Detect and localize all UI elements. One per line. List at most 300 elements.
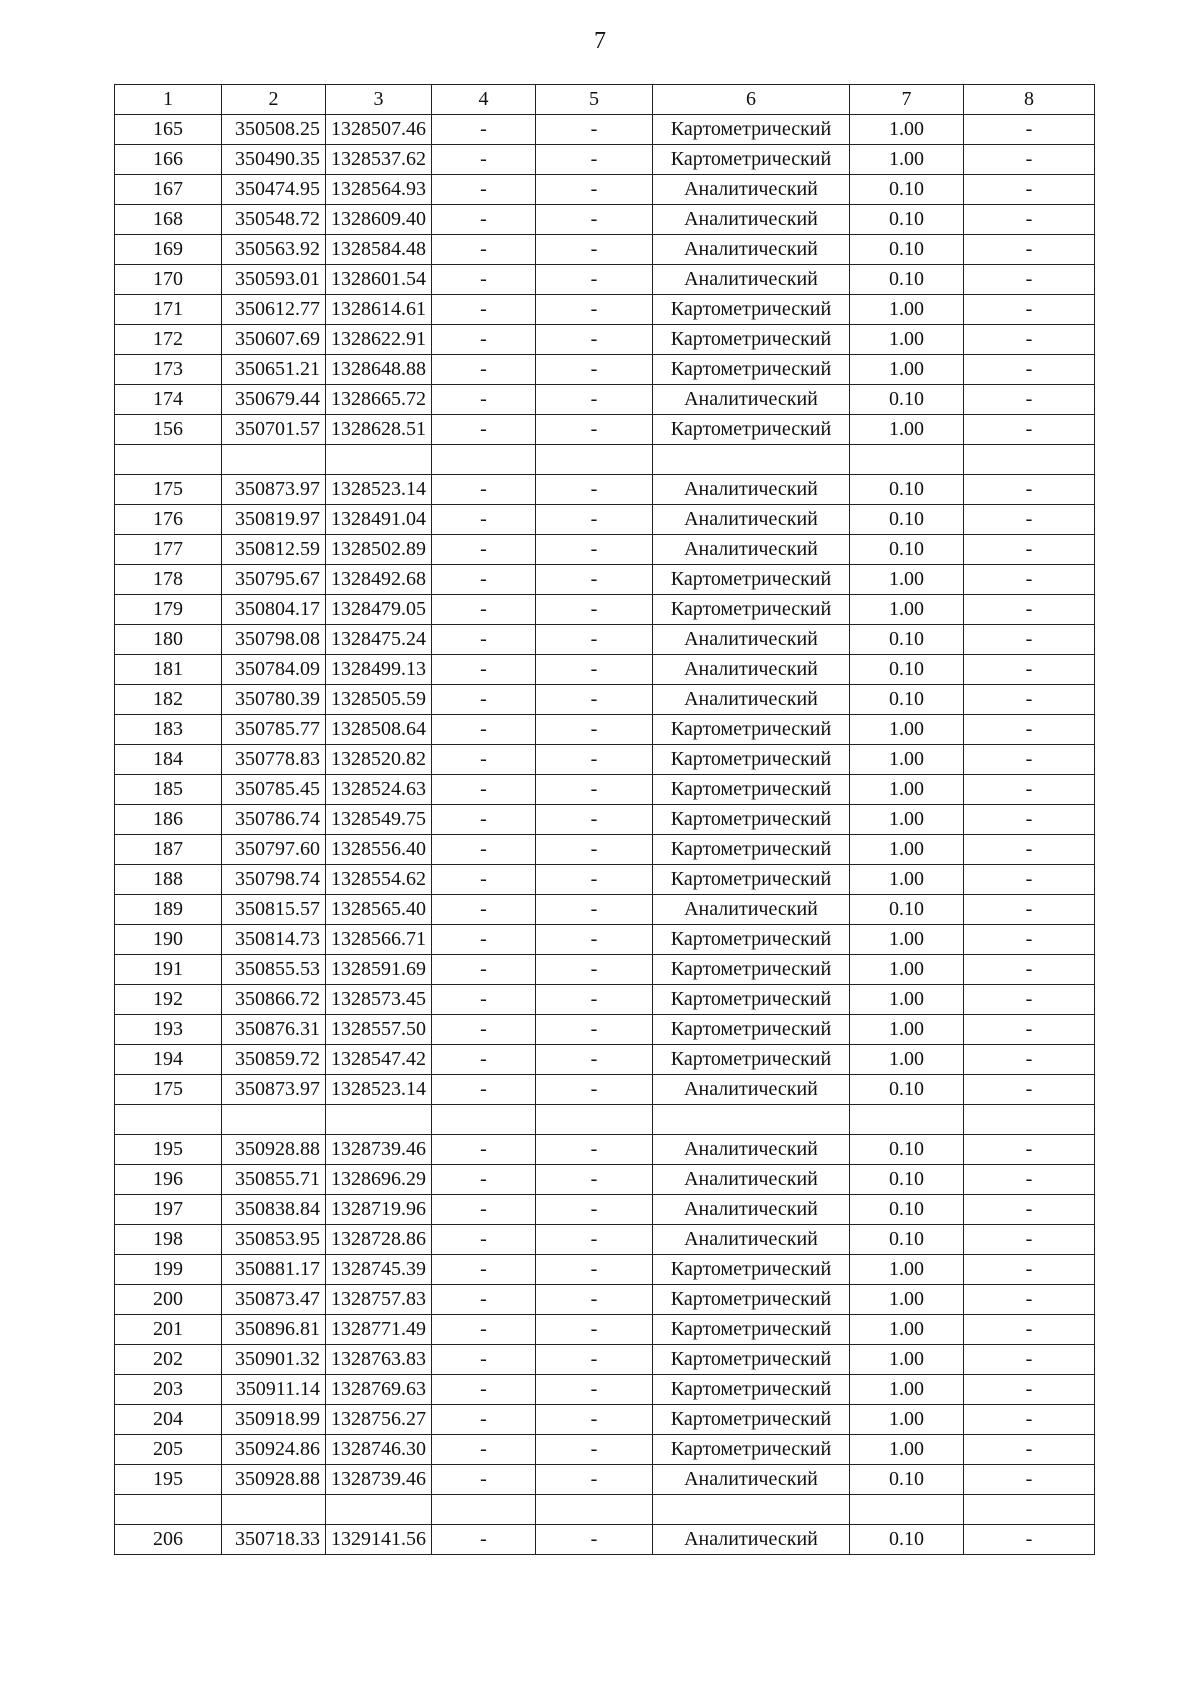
point-number-cell: [115, 445, 222, 475]
method-cell: Картометрический: [653, 1435, 850, 1465]
point-number-cell: [115, 1495, 222, 1525]
point-number-cell: 198: [115, 1225, 222, 1255]
col-5-cell: -: [536, 115, 653, 145]
method-cell: Аналитический: [653, 685, 850, 715]
y-coordinate-cell: 1328756.27: [326, 1405, 432, 1435]
col-8-cell: -: [964, 715, 1095, 745]
col-8-cell: -: [964, 235, 1095, 265]
col-5-cell: -: [536, 865, 653, 895]
col-4-cell: -: [432, 625, 536, 655]
y-coordinate-cell: 1328537.62: [326, 145, 432, 175]
accuracy-cell: 0.10: [850, 175, 964, 205]
x-coordinate-cell: 350855.71: [222, 1165, 326, 1195]
x-coordinate-cell: 350911.14: [222, 1375, 326, 1405]
point-number-cell: 188: [115, 865, 222, 895]
column-header: 7: [850, 85, 964, 115]
point-number-cell: 175: [115, 1075, 222, 1105]
y-coordinate-cell: 1328566.71: [326, 925, 432, 955]
x-coordinate-cell: 350785.77: [222, 715, 326, 745]
column-header: 3: [326, 85, 432, 115]
col-5-cell: -: [536, 895, 653, 925]
point-number-cell: 204: [115, 1405, 222, 1435]
col-4-cell: [432, 1495, 536, 1525]
col-5-cell: -: [536, 985, 653, 1015]
x-coordinate-cell: 350795.67: [222, 565, 326, 595]
accuracy-cell: 0.10: [850, 1135, 964, 1165]
x-coordinate-cell: 350814.73: [222, 925, 326, 955]
table-row: [115, 415, 1095, 445]
col-4-cell: -: [432, 1315, 536, 1345]
col-5-cell: -: [536, 1315, 653, 1345]
table-body: [115, 85, 1095, 1555]
method-cell: Картометрический: [653, 1375, 850, 1405]
col-4-cell: -: [432, 595, 536, 625]
col-5-cell: -: [536, 1045, 653, 1075]
table-row: [115, 295, 1095, 325]
y-coordinate-cell: 1328769.63: [326, 1375, 432, 1405]
y-coordinate-cell: 1329141.56: [326, 1525, 432, 1555]
y-coordinate-cell: 1328763.83: [326, 1345, 432, 1375]
accuracy-cell: 1.00: [850, 1435, 964, 1465]
y-coordinate-cell: 1328556.40: [326, 835, 432, 865]
col-4-cell: -: [432, 205, 536, 235]
method-cell: Картометрический: [653, 955, 850, 985]
col-5-cell: -: [536, 1195, 653, 1225]
method-cell: Картометрический: [653, 355, 850, 385]
accuracy-cell: [850, 1495, 964, 1525]
col-8-cell: -: [964, 1195, 1095, 1225]
y-coordinate-cell: 1328665.72: [326, 385, 432, 415]
method-cell: Картометрический: [653, 565, 850, 595]
accuracy-cell: 1.00: [850, 595, 964, 625]
method-cell: Аналитический: [653, 1525, 850, 1555]
x-coordinate-cell: 350873.47: [222, 1285, 326, 1315]
accuracy-cell: 1.00: [850, 745, 964, 775]
table-row: [115, 1495, 1095, 1525]
point-number-cell: 168: [115, 205, 222, 235]
method-cell: Аналитический: [653, 385, 850, 415]
col-5-cell: [536, 1105, 653, 1135]
col-8-cell: -: [964, 415, 1095, 445]
accuracy-cell: 1.00: [850, 1405, 964, 1435]
column-header: 8: [964, 85, 1095, 115]
method-cell: Картометрический: [653, 1405, 850, 1435]
x-coordinate-cell: 350881.17: [222, 1255, 326, 1285]
point-number-cell: 199: [115, 1255, 222, 1285]
table-row: [115, 1345, 1095, 1375]
table-row: [115, 445, 1095, 475]
table-row: [115, 985, 1095, 1015]
accuracy-cell: 1.00: [850, 715, 964, 745]
x-coordinate-cell: [222, 1495, 326, 1525]
method-cell: Картометрический: [653, 145, 850, 175]
x-coordinate-cell: 350548.72: [222, 205, 326, 235]
point-number-cell: 181: [115, 655, 222, 685]
accuracy-cell: 0.10: [850, 895, 964, 925]
accuracy-cell: 1.00: [850, 415, 964, 445]
point-number-cell: 175: [115, 475, 222, 505]
point-number-cell: 201: [115, 1315, 222, 1345]
method-cell: Аналитический: [653, 475, 850, 505]
method-cell: Аналитический: [653, 235, 850, 265]
column-header: 1: [115, 85, 222, 115]
accuracy-cell: 1.00: [850, 955, 964, 985]
table-row: [115, 595, 1095, 625]
col-5-cell: -: [536, 775, 653, 805]
table-row: [115, 1435, 1095, 1465]
method-cell: Аналитический: [653, 265, 850, 295]
col-4-cell: -: [432, 265, 536, 295]
y-coordinate-cell: 1328564.93: [326, 175, 432, 205]
y-coordinate-cell: 1328507.46: [326, 115, 432, 145]
col-5-cell: -: [536, 595, 653, 625]
point-number-cell: 166: [115, 145, 222, 175]
table-row: [115, 235, 1095, 265]
col-4-cell: -: [432, 1465, 536, 1495]
table-row: [115, 925, 1095, 955]
y-coordinate-cell: 1328648.88: [326, 355, 432, 385]
table-row: [115, 1315, 1095, 1345]
table-row: [115, 805, 1095, 835]
accuracy-cell: 1.00: [850, 295, 964, 325]
col-8-cell: -: [964, 805, 1095, 835]
col-8-cell: -: [964, 595, 1095, 625]
y-coordinate-cell: 1328739.46: [326, 1135, 432, 1165]
col-4-cell: -: [432, 1195, 536, 1225]
accuracy-cell: 0.10: [850, 385, 964, 415]
point-number-cell: 191: [115, 955, 222, 985]
x-coordinate-cell: [222, 1105, 326, 1135]
col-8-cell: -: [964, 1465, 1095, 1495]
coordinates-table: [114, 84, 1095, 1555]
col-4-cell: -: [432, 925, 536, 955]
method-cell: Аналитический: [653, 1195, 850, 1225]
col-8-cell: -: [964, 625, 1095, 655]
accuracy-cell: 1.00: [850, 565, 964, 595]
table-row: [115, 1045, 1095, 1075]
col-5-cell: -: [536, 745, 653, 775]
col-4-cell: -: [432, 745, 536, 775]
x-coordinate-cell: 350593.01: [222, 265, 326, 295]
y-coordinate-cell: 1328549.75: [326, 805, 432, 835]
x-coordinate-cell: 350563.92: [222, 235, 326, 265]
method-cell: Аналитический: [653, 625, 850, 655]
col-5-cell: -: [536, 1135, 653, 1165]
col-8-cell: -: [964, 1375, 1095, 1405]
col-5-cell: -: [536, 385, 653, 415]
x-coordinate-cell: 350819.97: [222, 505, 326, 535]
point-number-cell: 165: [115, 115, 222, 145]
col-8-cell: -: [964, 565, 1095, 595]
accuracy-cell: 1.00: [850, 355, 964, 385]
table-row: [115, 1135, 1095, 1165]
y-coordinate-cell: 1328547.42: [326, 1045, 432, 1075]
col-4-cell: -: [432, 715, 536, 745]
table-row: [115, 205, 1095, 235]
table-row: [115, 865, 1095, 895]
col-4-cell: -: [432, 685, 536, 715]
method-cell: Картометрический: [653, 1015, 850, 1045]
col-4-cell: -: [432, 505, 536, 535]
col-8-cell: -: [964, 745, 1095, 775]
col-4-cell: [432, 1105, 536, 1135]
point-number-cell: 171: [115, 295, 222, 325]
table-row: [115, 1465, 1095, 1495]
y-coordinate-cell: 1328554.62: [326, 865, 432, 895]
point-number-cell: 194: [115, 1045, 222, 1075]
point-number-cell: 202: [115, 1345, 222, 1375]
col-4-cell: -: [432, 955, 536, 985]
col-8-cell: -: [964, 295, 1095, 325]
col-4-cell: -: [432, 1075, 536, 1105]
col-5-cell: -: [536, 535, 653, 565]
accuracy-cell: 1.00: [850, 325, 964, 355]
header-row: [115, 85, 1095, 115]
y-coordinate-cell: 1328479.05: [326, 595, 432, 625]
col-4-cell: -: [432, 325, 536, 355]
col-8-cell: -: [964, 1315, 1095, 1345]
col-4-cell: [432, 445, 536, 475]
point-number-cell: 195: [115, 1135, 222, 1165]
x-coordinate-cell: 350866.72: [222, 985, 326, 1015]
column-header: 4: [432, 85, 536, 115]
col-5-cell: -: [536, 955, 653, 985]
method-cell: Аналитический: [653, 205, 850, 235]
col-8-cell: [964, 1105, 1095, 1135]
method-cell: Картометрический: [653, 595, 850, 625]
y-coordinate-cell: 1328739.46: [326, 1465, 432, 1495]
col-4-cell: -: [432, 1165, 536, 1195]
method-cell: Картометрический: [653, 805, 850, 835]
col-5-cell: -: [536, 1165, 653, 1195]
accuracy-cell: 1.00: [850, 115, 964, 145]
col-8-cell: -: [964, 145, 1095, 175]
x-coordinate-cell: 350701.57: [222, 415, 326, 445]
col-8-cell: -: [964, 655, 1095, 685]
point-number-cell: 172: [115, 325, 222, 355]
col-8-cell: -: [964, 1435, 1095, 1465]
col-4-cell: -: [432, 1255, 536, 1285]
method-cell: Картометрический: [653, 835, 850, 865]
y-coordinate-cell: 1328492.68: [326, 565, 432, 595]
table-row: [115, 1015, 1095, 1045]
col-5-cell: -: [536, 1285, 653, 1315]
table-row: [115, 955, 1095, 985]
accuracy-cell: 0.10: [850, 1075, 964, 1105]
x-coordinate-cell: 350780.39: [222, 685, 326, 715]
y-coordinate-cell: 1328520.82: [326, 745, 432, 775]
col-5-cell: -: [536, 925, 653, 955]
col-4-cell: -: [432, 1375, 536, 1405]
method-cell: Картометрический: [653, 1345, 850, 1375]
method-cell: Аналитический: [653, 1225, 850, 1255]
col-4-cell: -: [432, 115, 536, 145]
method-cell: Аналитический: [653, 1135, 850, 1165]
col-5-cell: -: [536, 1015, 653, 1045]
method-cell: [653, 445, 850, 475]
col-8-cell: -: [964, 775, 1095, 805]
table-row: [115, 145, 1095, 175]
col-4-cell: -: [432, 1285, 536, 1315]
col-4-cell: -: [432, 415, 536, 445]
method-cell: Аналитический: [653, 895, 850, 925]
col-4-cell: -: [432, 355, 536, 385]
col-4-cell: -: [432, 1135, 536, 1165]
table-row: [115, 1285, 1095, 1315]
col-8-cell: -: [964, 835, 1095, 865]
method-cell: Картометрический: [653, 1045, 850, 1075]
col-5-cell: -: [536, 1405, 653, 1435]
col-8-cell: -: [964, 505, 1095, 535]
y-coordinate-cell: 1328523.14: [326, 475, 432, 505]
col-5-cell: -: [536, 655, 653, 685]
method-cell: Аналитический: [653, 175, 850, 205]
method-cell: Картометрический: [653, 295, 850, 325]
method-cell: Картометрический: [653, 415, 850, 445]
method-cell: Картометрический: [653, 775, 850, 805]
y-coordinate-cell: 1328628.51: [326, 415, 432, 445]
point-number-cell: 167: [115, 175, 222, 205]
col-4-cell: -: [432, 805, 536, 835]
x-coordinate-cell: 350812.59: [222, 535, 326, 565]
col-8-cell: [964, 1495, 1095, 1525]
point-number-cell: 195: [115, 1465, 222, 1495]
x-coordinate-cell: 350896.81: [222, 1315, 326, 1345]
col-5-cell: [536, 1495, 653, 1525]
col-5-cell: -: [536, 1465, 653, 1495]
y-coordinate-cell: 1328524.63: [326, 775, 432, 805]
col-5-cell: -: [536, 685, 653, 715]
y-coordinate-cell: [326, 1495, 432, 1525]
point-number-cell: 178: [115, 565, 222, 595]
accuracy-cell: 1.00: [850, 1345, 964, 1375]
col-8-cell: -: [964, 925, 1095, 955]
method-cell: [653, 1495, 850, 1525]
col-5-cell: [536, 445, 653, 475]
table-row: [115, 1405, 1095, 1435]
point-number-cell: 177: [115, 535, 222, 565]
point-number-cell: 169: [115, 235, 222, 265]
col-5-cell: -: [536, 355, 653, 385]
point-number-cell: 176: [115, 505, 222, 535]
method-cell: Картометрический: [653, 115, 850, 145]
col-5-cell: -: [536, 415, 653, 445]
x-coordinate-cell: 350873.97: [222, 475, 326, 505]
accuracy-cell: 0.10: [850, 235, 964, 265]
column-header: 6: [653, 85, 850, 115]
accuracy-cell: 0.10: [850, 265, 964, 295]
col-4-cell: -: [432, 1225, 536, 1255]
x-coordinate-cell: 350474.95: [222, 175, 326, 205]
accuracy-cell: 0.10: [850, 1465, 964, 1495]
col-8-cell: [964, 445, 1095, 475]
x-coordinate-cell: 350784.09: [222, 655, 326, 685]
col-8-cell: -: [964, 1285, 1095, 1315]
accuracy-cell: 0.10: [850, 205, 964, 235]
x-coordinate-cell: 350490.35: [222, 145, 326, 175]
x-coordinate-cell: 350918.99: [222, 1405, 326, 1435]
col-8-cell: -: [964, 1015, 1095, 1045]
point-number-cell: 192: [115, 985, 222, 1015]
col-5-cell: -: [536, 1225, 653, 1255]
column-header: 2: [222, 85, 326, 115]
y-coordinate-cell: 1328475.24: [326, 625, 432, 655]
y-coordinate-cell: 1328491.04: [326, 505, 432, 535]
col-8-cell: -: [964, 1165, 1095, 1195]
page-number: 7: [594, 28, 606, 54]
col-4-cell: -: [432, 175, 536, 205]
accuracy-cell: 1.00: [850, 1315, 964, 1345]
col-8-cell: -: [964, 1045, 1095, 1075]
col-5-cell: -: [536, 175, 653, 205]
accuracy-cell: 0.10: [850, 505, 964, 535]
col-5-cell: -: [536, 295, 653, 325]
x-coordinate-cell: 350855.53: [222, 955, 326, 985]
accuracy-cell: 1.00: [850, 805, 964, 835]
y-coordinate-cell: 1328622.91: [326, 325, 432, 355]
table-row: [115, 1195, 1095, 1225]
col-8-cell: -: [964, 175, 1095, 205]
point-number-cell: 190: [115, 925, 222, 955]
y-coordinate-cell: 1328505.59: [326, 685, 432, 715]
table-row: [115, 1255, 1095, 1285]
col-5-cell: -: [536, 625, 653, 655]
col-8-cell: -: [964, 685, 1095, 715]
col-8-cell: -: [964, 1345, 1095, 1375]
table-row: [115, 715, 1095, 745]
table-row: [115, 475, 1095, 505]
x-coordinate-cell: 350928.88: [222, 1135, 326, 1165]
col-4-cell: -: [432, 1015, 536, 1045]
table-row: [115, 745, 1095, 775]
col-4-cell: -: [432, 865, 536, 895]
col-5-cell: -: [536, 205, 653, 235]
table-row: [115, 835, 1095, 865]
method-cell: Картометрический: [653, 715, 850, 745]
col-8-cell: -: [964, 325, 1095, 355]
method-cell: Картометрический: [653, 925, 850, 955]
point-number-cell: 187: [115, 835, 222, 865]
y-coordinate-cell: 1328557.50: [326, 1015, 432, 1045]
accuracy-cell: 0.10: [850, 1225, 964, 1255]
x-coordinate-cell: 350679.44: [222, 385, 326, 415]
table-row: [115, 535, 1095, 565]
x-coordinate-cell: 350797.60: [222, 835, 326, 865]
point-number-cell: 193: [115, 1015, 222, 1045]
point-number-cell: 205: [115, 1435, 222, 1465]
method-cell: Картометрический: [653, 325, 850, 355]
x-coordinate-cell: 350718.33: [222, 1525, 326, 1555]
table-row: [115, 355, 1095, 385]
accuracy-cell: 0.10: [850, 625, 964, 655]
col-4-cell: -: [432, 985, 536, 1015]
col-4-cell: -: [432, 565, 536, 595]
col-4-cell: -: [432, 1345, 536, 1375]
x-coordinate-cell: 350859.72: [222, 1045, 326, 1075]
col-8-cell: -: [964, 895, 1095, 925]
col-8-cell: -: [964, 865, 1095, 895]
col-8-cell: -: [964, 265, 1095, 295]
y-coordinate-cell: 1328719.96: [326, 1195, 432, 1225]
col-5-cell: -: [536, 235, 653, 265]
col-8-cell: -: [964, 115, 1095, 145]
accuracy-cell: 1.00: [850, 985, 964, 1015]
point-number-cell: 170: [115, 265, 222, 295]
col-8-cell: -: [964, 355, 1095, 385]
col-5-cell: -: [536, 265, 653, 295]
col-8-cell: -: [964, 1225, 1095, 1255]
point-number-cell: 196: [115, 1165, 222, 1195]
